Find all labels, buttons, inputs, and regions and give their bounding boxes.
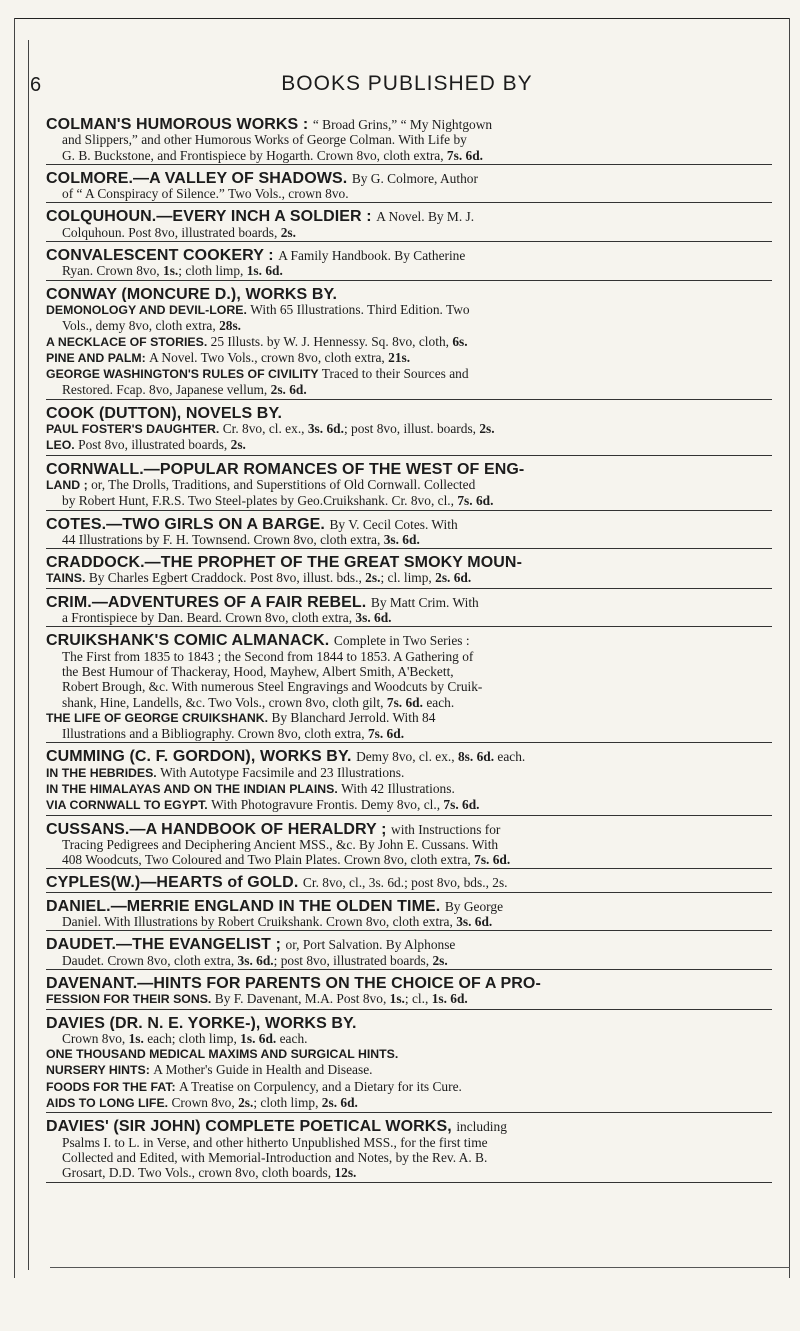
entry-text: With 42 Illustrations. [341,780,455,796]
entry-line [46,914,772,929]
entry-heading: CUSSANS.—A HANDBOOK OF HERALDRY ; [46,821,392,837]
catalogue-entry [46,286,772,400]
entry-text: ; post 8vo, illustrated boards, [273,952,433,968]
entry-line [46,797,772,813]
price: 28s. [219,318,242,334]
price: 6s. [452,333,468,349]
entry-first-line [46,976,772,991]
entry-heading: COLMORE.—A VALLEY OF SHADOWS. [46,170,352,187]
price: 3s. 6d. [355,610,392,626]
entry-text: including [456,1119,507,1135]
entry-text: By Blanchard Jerrold. With 84 [271,709,436,725]
entry-line [46,679,772,694]
subtitle: GEORGE WASHINGTON'S RULES OF CIVILITY [46,367,322,382]
entry-text: ; cloth limp, [253,1095,322,1111]
price: 1s. 6d. [240,1030,277,1046]
entry-line [46,382,772,397]
subtitle: VIA CORNWALL TO EGYPT. [46,798,212,813]
entry-line [46,1135,772,1150]
price: 2s. [432,952,448,968]
entry-line [46,225,772,240]
entry-first-line [46,287,772,302]
price: 2s. [280,224,296,240]
entry-text: Daniel. With Illustrations by Robert Cruikshank. Crown 8vo, cloth extra, [62,914,457,930]
right-margin-rule [789,18,790,1278]
entry-first-line [46,875,772,890]
entry-line [46,837,772,852]
entry-heading: CYPLES(W.)—HEARTS of GOLD. [46,875,303,891]
catalogue-entry [46,1118,772,1182]
page-number: 6 [30,74,42,96]
entry-text: Illustrations and a Bibliography. Crown 8vo, cloth extra, [62,726,368,742]
catalogue-entry [46,748,772,815]
entry-first-line [46,749,772,764]
subtitle: IN THE HEBRIDES. [46,765,161,780]
entry-text: Cr. 8vo, cl., 3s. 6d.; post 8vo, bds., 2s. [302,875,508,891]
subtitle: DEMONOLOGY AND DEVIL-LORE. [46,302,251,317]
entry-text: Post 8vo, illustrated boards, [78,437,231,453]
entry-text: Psalms I. to L. in Verse, and other hitherto Unpublished MSS., for the first time [62,1134,488,1150]
entry-line [46,437,772,453]
entry-line [46,695,772,710]
entry-text: By George [444,898,504,914]
entry-line [46,532,772,547]
page-header [30,70,784,102]
entry-text: With Autotype Facsimile and 23 Illustrations. [160,764,405,780]
entry-line [46,302,772,318]
entry-line [46,318,772,333]
entry-text: shank, Hine, Landells, &c. Two Vols., crown 8vo, cloth gilt, [62,694,387,710]
entry-heading: CRUIKSHANK'S COMIC ALMANACK. [46,633,334,649]
entry-text: G. B. Buckstone, and Frontispiece by Hogarth. Crown 8vo, cloth extra, [62,147,447,163]
entry-line [46,1046,772,1062]
entry-text: a Frontispiece by Dan. Beard. Crown 8vo, cloth extra, [62,610,356,626]
entry-first-line [46,406,772,421]
catalogue-entry [46,405,772,456]
entry-text: and Slippers,” and other Humorous Works of George Colman. With Life by [62,132,467,148]
subtitle: IN THE HIMALAYAS AND ON THE INDIAN PLAINS. [46,781,342,796]
subtitle: LEO. [46,438,79,453]
entry-text: By Matt Crim. With [370,594,479,610]
entry-line [46,1095,772,1111]
entry-text: each. [494,749,526,765]
entry-text: Grosart, D.D. Two Vols., crown 8vo, cloth boards, [62,1165,335,1181]
price: 2s. 6d. [321,1095,358,1111]
catalogue-entries [46,116,772,1188]
entry-text: or, Port Salvation. By Alphonse [285,937,456,953]
entry-first-line [46,937,772,952]
price: 1s. 6d. [431,991,468,1007]
entry-heading: COOK (DUTTON), NOVELS BY. [46,405,282,422]
entry-text: Cr. 8vo, cl. ex., [222,421,308,437]
subtitle: TAINS. [46,571,89,586]
entry-text: By Charles Egbert Craddock. Post 8vo, illust. bds., [88,570,366,586]
catalogue-entry [46,874,772,892]
entry-first-line [46,517,772,532]
entry-heading: DAUDET.—THE EVANGELIST ; [46,937,286,953]
subtitle: THE LIFE OF GEORGE CRUIKSHANK. [46,710,272,725]
entry-heading: DANIEL.—MERRIE ENGLAND IN THE OLDEN TIME. [46,898,445,915]
entry-text: 25 Illusts. by W. J. Hennessy. Sq. 8vo, cloth, [210,333,453,349]
price: 7s. 6d. [446,147,484,163]
entry-heading: CONWAY (MONCURE D.), WORKS BY. [46,286,338,302]
entry-first-line [46,633,772,648]
entry-text: A Novel. By M. J. [376,209,475,225]
entry-text: Robert Brough, &c. With numerous Steel Engravings and Woodcuts by Cruik- [62,679,483,695]
price: 1s. 6d. [246,263,283,279]
catalogue-entry [46,632,772,743]
entry-heading: CUMMING (C. F. GORDON), WORKS BY. [46,749,357,765]
subtitle: ONE THOUSAND MEDICAL MAXIMS AND SURGICAL HINTS. [46,1047,399,1062]
entry-text: or, The Drolls, Traditions, and Superstitions of Old Cornwall. Collected [91,476,476,492]
entry-line [46,765,772,781]
catalogue-entry [46,1015,772,1114]
subtitle: PAUL FOSTER'S DAUGHTER. [46,422,223,437]
price: 21s. [388,349,411,365]
entry-text: Tracing Pedigrees and Deciphering Ancient MSS., &c. By John E. Cussans. With [62,836,499,852]
price: 3s. 6d. [456,914,493,930]
entry-text: ; cloth limp, [178,263,247,279]
price: 7s. 6d. [474,852,511,868]
catalogue-entry [46,208,772,242]
catalogue-entry [46,461,772,511]
entry-text: By F. Davenant, M.A. Post 8vo, [214,991,390,1007]
top-rule [14,18,790,19]
entry-line [46,649,772,664]
price: 2s. [230,437,246,453]
entry-first-line [46,595,772,610]
entry-text: Crown 8vo, [62,1030,129,1046]
entry-text: Demy 8vo, cl. ex., [356,749,458,765]
price: 3s. 6d. [383,531,420,547]
subtitle: PINE AND PALM: [46,350,150,365]
price: 7s. 6d. [457,493,494,509]
entry-first-line [46,462,772,477]
entry-line [46,953,772,968]
price: 2s. [238,1095,254,1111]
price: 2s. 6d. [270,382,307,398]
entry-text: Colquhoun. Post 8vo, illustrated boards, [62,224,281,240]
entry-line [46,1079,772,1095]
entry-text: 408 Woodcuts, Two Coloured and Two Plain Plates. Crown 8vo, cloth extra, [62,852,475,868]
entry-line [46,1031,772,1046]
entry-line [46,366,772,382]
entry-text: Vols., demy 8vo, cloth extra, [62,318,220,334]
price: 2s. [365,570,381,586]
catalogue-entry [46,898,772,932]
price: 7s. 6d. [386,694,423,710]
entry-first-line [46,899,772,914]
entry-heading: COTES.—TWO GIRLS ON A BARGE. [46,516,330,532]
entry-text: ; cl. limp, [380,570,436,586]
catalogue-entry [46,170,772,204]
price: 2s. 6d. [435,570,472,586]
entry-text: A Treatise on Corpulency, and a Dietary for its Cure. [178,1078,462,1094]
entry-text: By V. Cecil Cotes. With [329,516,458,532]
entry-line [46,421,772,437]
entry-text: Collected and Edited, with Memorial-Introduction and Notes, by the Rev. A. B. [62,1149,488,1165]
entry-line [46,1062,772,1078]
catalogue-entry [46,516,772,550]
subtitle: NURSERY HINTS: [46,1063,154,1078]
entry-first-line [46,117,772,132]
entry-text: Restored. Fcap. 8vo, Japanese vellum, [62,382,271,398]
catalogue-entry [46,594,772,628]
entry-text: ; cl., [404,991,432,1007]
inner-left-rule [28,40,29,1270]
entry-line [46,664,772,679]
price: 1s. [163,263,179,279]
entry-line [46,1165,772,1180]
entry-line [46,726,772,741]
entry-text: of “ A Conspiracy of Silence.” Two Vols., crown 8vo. [62,186,349,202]
entry-text: Daudet. Crown 8vo, cloth extra, [62,952,238,968]
subtitle: AIDS TO LONG LIFE. [46,1096,172,1111]
catalogue-entry [46,936,772,970]
entry-heading: CRIM.—ADVENTURES OF A FAIR REBEL. [46,594,371,611]
entry-first-line [46,171,772,186]
entry-line [46,852,772,867]
entry-text: Complete in Two Series : [333,633,470,649]
price: 12s. [334,1165,357,1181]
entry-text: A Mother's Guide in Health and Disease. [153,1062,373,1078]
entry-text: each. [422,694,455,710]
entry-line [46,132,772,147]
subtitle: FOODS FOR THE FAT: [46,1079,179,1094]
price: 2s. [479,421,495,437]
entry-text: With 65 Illustrations. Third Edition. Two [250,301,470,317]
entry-heading: CONVALESCENT COOKERY : [46,248,279,264]
entry-first-line [46,248,772,263]
price: 8s. 6d. [457,749,495,765]
price: 7s. 6d. [443,797,480,813]
entry-text: With Photogravure Frontis. Demy 8vo, cl., [211,797,444,813]
entry-heading: COLMAN'S HUMOROUS WORKS : [46,117,313,133]
entry-line [46,1150,772,1165]
catalogue-entry [46,116,772,165]
entry-line [46,334,772,350]
entry-text: each. [276,1030,308,1046]
entry-line [46,781,772,797]
entry-line [46,710,772,726]
entry-text: ; post 8vo, illust. boards, [343,421,480,437]
entry-text: 44 Illustrations by F. H. Townsend. Crown 8vo, cloth extra, [62,531,384,547]
entry-line [46,148,772,163]
entry-heading: CRADDOCK.—THE PROPHET OF THE GREAT SMOKY MOUN- [46,555,523,571]
entry-first-line [46,1119,772,1134]
entry-line [46,186,772,201]
entry-text: “ Broad Grins,” “ My Nightgown [312,117,493,132]
catalogue-entry [46,247,772,281]
entry-text: A Family Handbook. By Catherine [278,248,466,264]
entry-text: Crown 8vo, [171,1095,239,1111]
entry-text: the Best Humour of Thackeray, Hood, Mayhew, Albert Smith, A'Beckett, [62,663,454,679]
entry-first-line [46,1016,772,1031]
price: 1s. [128,1030,144,1046]
entry-first-line [46,555,772,570]
entry-line [46,991,772,1007]
entry-line [46,477,772,493]
subtitle: FESSION FOR THEIR SONS. [46,992,215,1007]
bottom-rule [50,1267,790,1268]
entry-text: Ryan. Crown 8vo, [62,263,164,279]
catalogue-entry [46,554,772,589]
entry-heading: CORNWALL.—POPULAR ROMANCES OF THE WEST OF ENG- [46,461,525,477]
running-head: BOOKS PUBLISHED BY [281,72,533,95]
subtitle: A NECKLACE OF STORIES. [46,334,211,349]
price: 3s. 6d. [237,952,274,968]
entry-heading: DAVENANT.—HINTS FOR PARENTS ON THE CHOICE OF A PRO- [46,975,541,992]
entry-first-line [46,209,772,224]
entry-text: By G. Colmore, Author [351,170,478,186]
subtitle: LAND ; [46,477,92,492]
entry-first-line [46,822,772,837]
catalogue-entry [46,975,772,1010]
entry-line [46,493,772,508]
catalogue-entry [46,821,772,870]
entry-text: Traced to their Sources and [321,366,469,382]
entry-text: A Novel. Two Vols., crown 8vo, cloth extra, [149,349,389,365]
entry-text: each; cloth limp, [143,1030,241,1046]
entry-heading: DAVIES' (SIR JOHN) COMPLETE POETICAL WORKS, [46,1119,457,1135]
entry-line [46,263,772,278]
entry-text: with Instructions for [391,821,501,837]
entry-heading: DAVIES (DR. N. E. YORKE-), WORKS BY. [46,1015,357,1031]
price: 1s. [389,991,405,1007]
entry-text: The First from 1835 to 1843 ; the Second from 1844 to 1853. A Gathering of [62,648,474,664]
entry-line [46,570,772,586]
price: 3s. 6d. [307,421,344,437]
price: 7s. 6d. [367,726,405,742]
entry-text: by Robert Hunt, F.R.S. Two Steel-plates by Geo.Cruikshank. Cr. 8vo, cl., [62,493,458,509]
entry-heading: COLQUHOUN.—EVERY INCH A SOLDIER : [46,209,377,225]
entry-line [46,350,772,366]
entry-line [46,610,772,625]
left-margin-rule [14,18,15,1278]
